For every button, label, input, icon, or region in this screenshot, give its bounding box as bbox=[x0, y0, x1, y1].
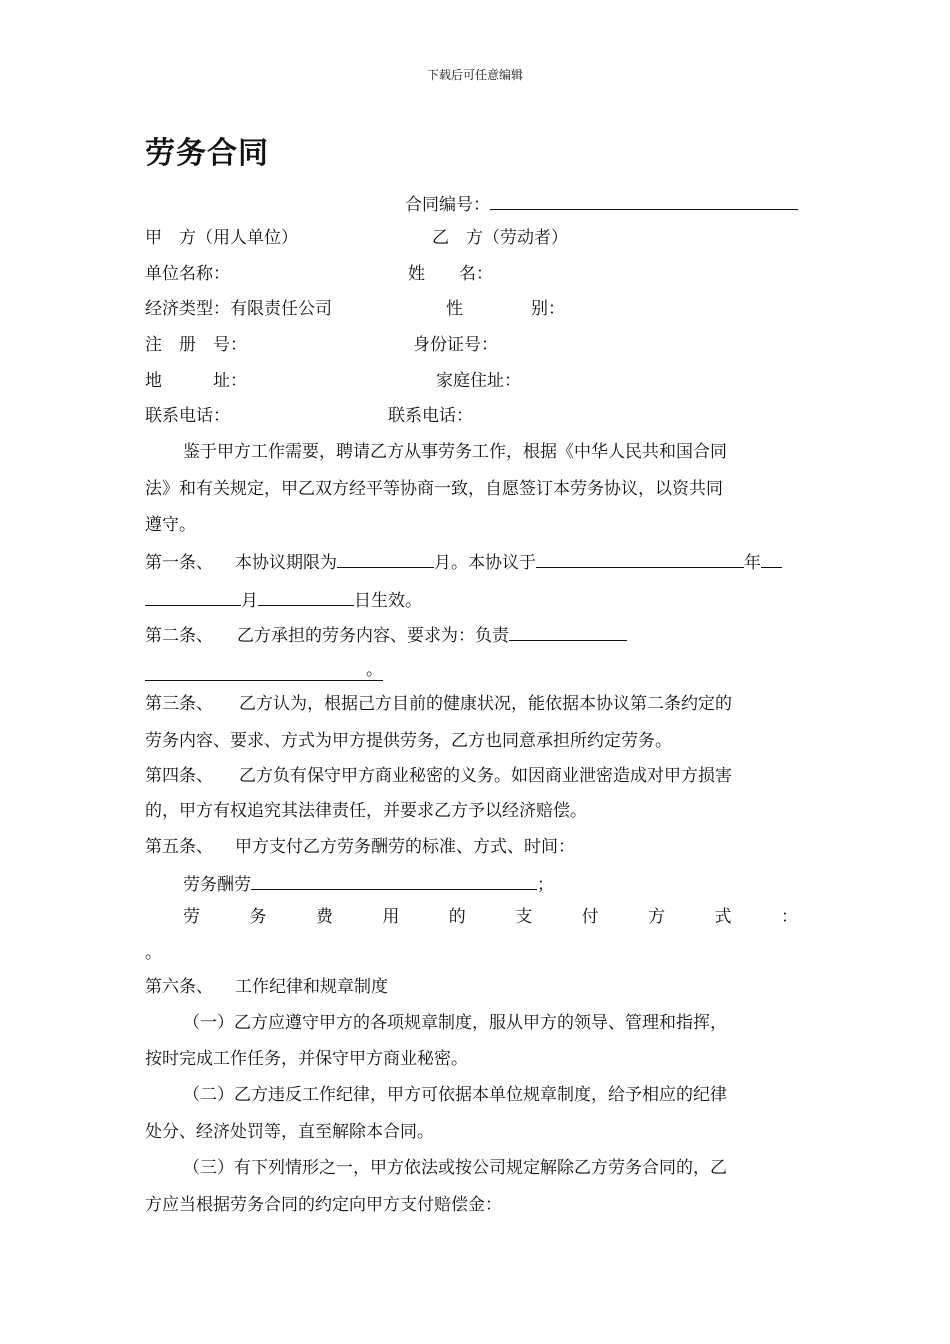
registration-number-label: 注 册 号： bbox=[145, 335, 247, 355]
article-2-line-2 bbox=[145, 660, 383, 681]
pay-end: ； bbox=[537, 875, 554, 895]
party-b-heading: 乙 方（劳动者） bbox=[432, 228, 568, 248]
party-a-heading: 甲 方（用人单位） bbox=[145, 228, 298, 248]
article-6-text: 工作纪律和规章制度 bbox=[235, 977, 388, 997]
payment-method-char: 式 bbox=[714, 907, 732, 927]
party-a-phone-label: 联系电话： bbox=[145, 406, 230, 426]
duty-blank-part-2[interactable] bbox=[145, 660, 383, 681]
article-1-line-2 bbox=[145, 589, 422, 611]
article-4-line-2: 的，甲方有权追究其法律责任，并要求乙方予以经济赔偿。 bbox=[145, 801, 587, 821]
article-1-label: 第一条、 bbox=[145, 553, 213, 573]
article-2-line-1 bbox=[145, 624, 627, 646]
contract-number-label: 合同编号： bbox=[405, 195, 490, 215]
party-b-phone-label: 联系电话： bbox=[388, 406, 473, 426]
article-6-label: 第六条、 bbox=[145, 977, 213, 997]
payment-method-char: 费 bbox=[315, 907, 333, 927]
article-1-text-start: 月。本协议于 bbox=[434, 553, 536, 573]
unit-name-label: 单位名称： bbox=[145, 264, 230, 284]
article-3-line-1 bbox=[145, 694, 732, 714]
payment-method-char: 方 bbox=[648, 907, 666, 927]
article-2-label: 第二条、 bbox=[145, 626, 213, 646]
pay-label: 劳务酬劳 bbox=[183, 875, 251, 895]
article-1-year: 年 bbox=[744, 553, 761, 573]
article-2-end-mark: 。 bbox=[366, 660, 383, 680]
start-month-blank[interactable] bbox=[145, 589, 241, 606]
preamble-line-1: 鉴于甲方工作需要，聘请乙方从事劳务工作，根据《中华人民共和国合同 bbox=[183, 442, 727, 462]
payment-method-char: 务 bbox=[249, 907, 267, 927]
article-2-text: 乙方承担的劳务内容、要求为：负责 bbox=[237, 626, 509, 646]
article-4-label: 第四条、 bbox=[145, 766, 213, 786]
article-1-effective: 日生效。 bbox=[354, 591, 422, 611]
document-title: 劳务合同 bbox=[145, 136, 269, 171]
economic-type-label: 经济类型：有限责任公司 bbox=[145, 299, 332, 319]
article-1-text-term: 本协议期限为 bbox=[235, 553, 337, 573]
id-number-label: 身份证号： bbox=[413, 335, 498, 355]
article-6-p1-line-1: （一）乙方应遵守甲方的各项规章制度，服从甲方的领导、管理和指挥， bbox=[183, 1013, 727, 1033]
contract-number-blank[interactable] bbox=[490, 193, 798, 210]
preamble-line-2: 法》和有关规定，甲乙双方经平等协商一致，自愿签订本劳务协议，以资共同 bbox=[145, 479, 723, 499]
payment-method-char: 付 bbox=[581, 907, 599, 927]
gender-label: 性 别： bbox=[446, 299, 565, 319]
payment-method-char: ： bbox=[780, 907, 798, 927]
article-6-p3-line-2: 方应当根据劳务合同的约定向甲方支付赔偿金： bbox=[145, 1195, 502, 1215]
article-3-text-1: 乙方认为，根据己方目前的健康状况，能依据本协议第二条约定的 bbox=[239, 694, 732, 714]
address-label: 地 址： bbox=[145, 371, 247, 391]
preamble-line-3: 遵守。 bbox=[145, 515, 196, 535]
article-6-line-1 bbox=[145, 977, 388, 997]
home-address-label: 家庭住址： bbox=[436, 371, 521, 391]
article-6-p1-line-2: 按时完成工作任务，并保守甲方商业秘密。 bbox=[145, 1049, 468, 1069]
payment-method-row bbox=[183, 907, 798, 927]
payment-method-end: 。 bbox=[145, 943, 162, 963]
article-3-label: 第三条、 bbox=[145, 694, 213, 714]
payment-method-char: 支 bbox=[515, 907, 533, 927]
article-4-text-1: 乙方负有保守甲方商业秘密的义务。如因商业泄密造成对甲方损害 bbox=[239, 766, 732, 786]
article-4-line-1 bbox=[145, 766, 732, 786]
start-month-blank-part[interactable] bbox=[761, 551, 782, 568]
article-1-month: 月 bbox=[241, 591, 258, 611]
article-1-line-1 bbox=[145, 551, 782, 573]
name-label: 姓 名： bbox=[408, 264, 493, 284]
article-5-label: 第五条、 bbox=[145, 837, 213, 857]
term-months-blank[interactable] bbox=[337, 551, 434, 568]
contract-number-row bbox=[405, 193, 798, 215]
start-year-blank[interactable] bbox=[536, 551, 744, 568]
article-5-text: 甲方支付乙方劳务酬劳的标准、方式、时间： bbox=[235, 837, 575, 857]
pay-blank[interactable] bbox=[251, 873, 537, 890]
article-5-pay-row bbox=[183, 873, 554, 895]
article-6-p3-line-1: （三）有下列情形之一，甲方依法或按公司规定解除乙方劳务合同的，乙 bbox=[183, 1158, 727, 1178]
payment-method-char: 劳 bbox=[183, 907, 200, 927]
article-3-line-2: 劳务内容、要求、方式为甲方提供劳务，乙方也同意承担所约定劳务。 bbox=[145, 731, 672, 751]
article-6-p2-line-1: （二）乙方违反工作纪律，甲方可依据本单位规章制度，给予相应的纪律 bbox=[183, 1085, 727, 1105]
article-5-line-1 bbox=[145, 837, 575, 857]
start-day-blank[interactable] bbox=[258, 589, 354, 606]
payment-method-char: 的 bbox=[448, 907, 466, 927]
article-6-p2-line-2: 处分、经济处罚等，直至解除本合同。 bbox=[145, 1122, 434, 1142]
payment-method-char: 用 bbox=[382, 907, 400, 927]
page-header-note: 下载后可任意编辑 bbox=[426, 68, 523, 82]
duty-blank-part-1[interactable] bbox=[509, 624, 627, 641]
